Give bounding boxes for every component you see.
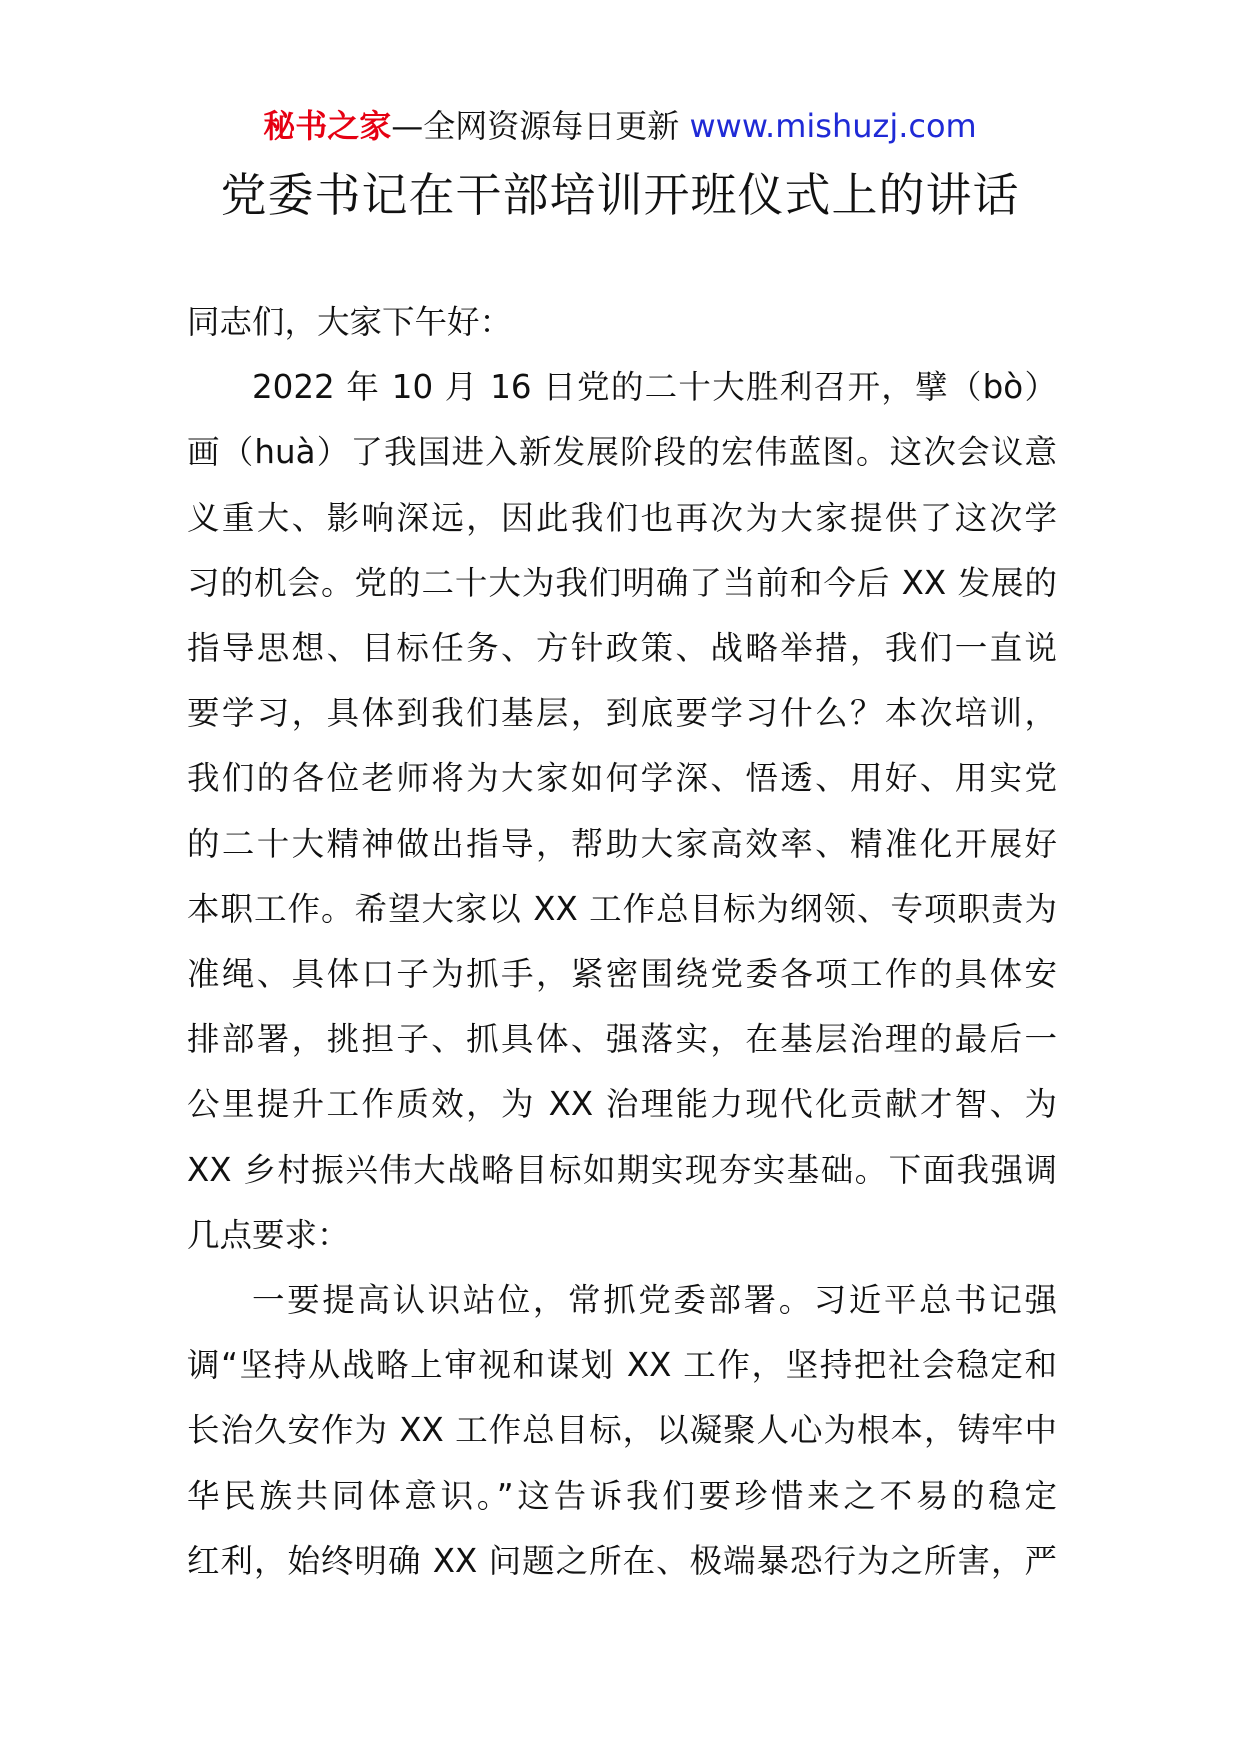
paragraph-intro xyxy=(187,355,1057,1268)
source-header xyxy=(0,104,1240,148)
paragraph-line: 我们的各位老师将为大家如何学深、悟透、用好、用实党 xyxy=(187,759,1057,798)
paragraph-point-one xyxy=(187,1268,1057,1594)
paragraph-line: 的二十大精神做出指导，帮助大家高效率、精准化开展好 xyxy=(187,824,1057,863)
document-title: 党委书记在干部培训开班仪式上的讲话 xyxy=(220,168,1020,222)
document-body xyxy=(187,290,1057,1594)
website-link[interactable]: www.mishuzj.com xyxy=(689,107,977,145)
paragraph-line: 几点要求： xyxy=(187,1215,350,1254)
paragraph-line: 一要提高认识站位，常抓党委部署。习近平总书记强 xyxy=(252,1281,1057,1320)
paragraph-line: 要学习，具体到我们基层，到底要学习什么？本次培训， xyxy=(187,694,1057,733)
paragraph-line: 画（huà）了我国进入新发展阶段的宏伟蓝图。这次会议意 xyxy=(187,433,1057,472)
header-tagline: —全网资源每日更新 xyxy=(391,107,680,145)
paragraph-line: 义重大、影响深远，因此我们也再次为大家提供了这次学 xyxy=(187,498,1057,537)
greeting xyxy=(187,290,1057,355)
paragraph-line: 红利，始终明确 XX 问题之所在、极端暴恐行为之所害，严 xyxy=(187,1541,1057,1580)
paragraph-line: 调“坚持从战略上审视和谋划 XX 工作，坚持把社会稳定和 xyxy=(187,1346,1057,1385)
paragraph-line: 本职工作。希望大家以 XX 工作总目标为纲领、专项职责为 xyxy=(187,889,1057,928)
paragraph-line: 准绳、具体口子为抓手，紧密围绕党委各项工作的具体安 xyxy=(187,955,1057,994)
paragraph-line: 2022 年 10 月 16 日党的二十大胜利召开，擘（bò） xyxy=(252,368,1057,407)
paragraph-line: 指导思想、目标任务、方针政策、战略举措，我们一直说 xyxy=(187,629,1057,668)
paragraph-line: 习的机会。党的二十大为我们明确了当前和今后 XX 发展的 xyxy=(187,563,1057,602)
brand-name: 秘书之家 xyxy=(263,107,392,145)
paragraph-line: 华民族共同体意识。”这告诉我们要珍惜来之不易的稳定 xyxy=(187,1476,1057,1515)
paragraph-line: 公里提升工作质效，为 XX 治理能力现代化贡献才智、为 xyxy=(187,1085,1057,1124)
paragraph-line: 排部署，挑担子、抓具体、强落实，在基层治理的最后一 xyxy=(187,1020,1057,1059)
greeting-line: 同志们，大家下午好： xyxy=(187,303,513,341)
paragraph-line: 长治久安作为 XX 工作总目标，以凝聚人心为根本，铸牢中 xyxy=(187,1411,1057,1450)
paragraph-line: XX 乡村振兴伟大战略目标如期实现夯实基础。下面我强调 xyxy=(187,1150,1057,1189)
